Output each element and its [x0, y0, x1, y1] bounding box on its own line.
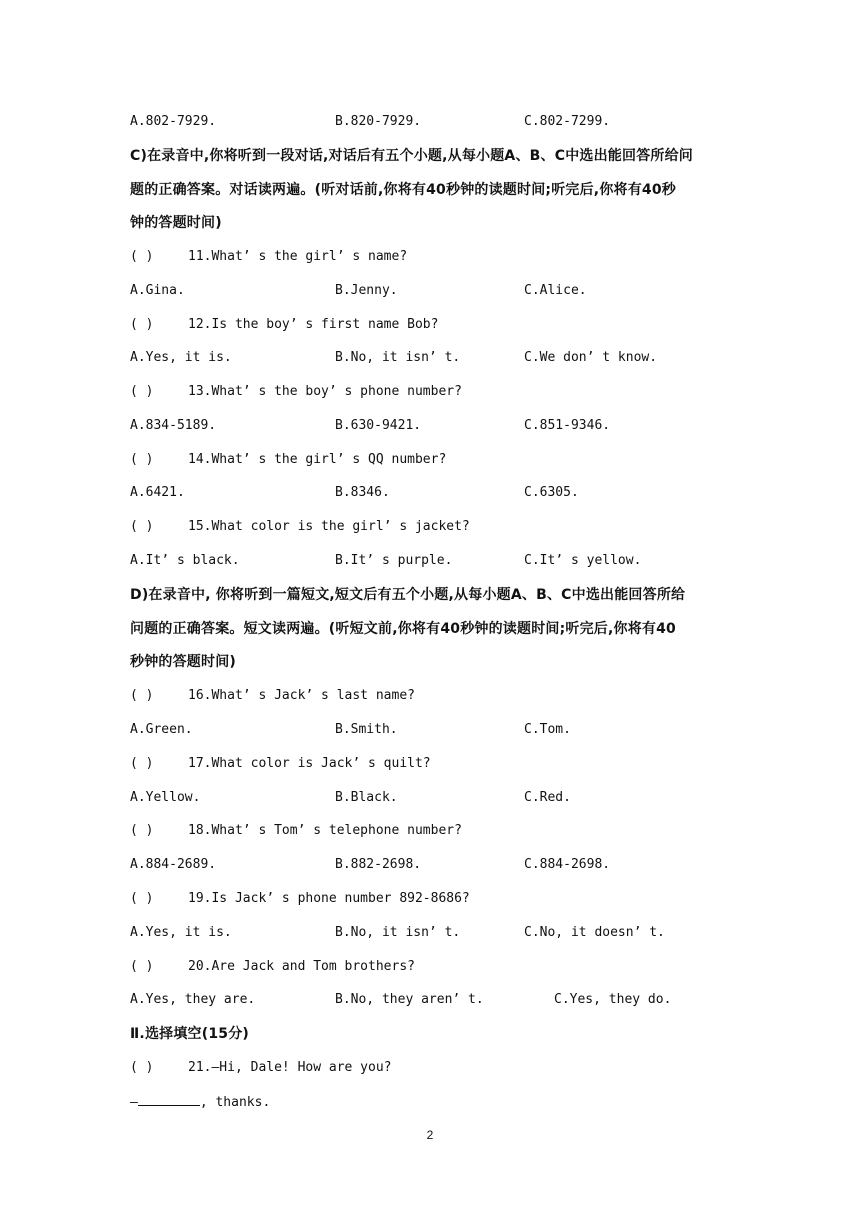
q19-option-a: A.Yes, it is. [130, 925, 232, 940]
answer-paren: ( ) [130, 688, 154, 703]
question-text: 18.What’ s Tom’ s telephone number? [188, 823, 462, 838]
answer-paren: ( ) [130, 317, 154, 332]
q19-option-c: C.No, it doesn’ t. [524, 925, 665, 940]
question-20 [130, 958, 415, 976]
section-d-instruction-line2: 问题的正确答案。短文读两遍。(听短文前,你将有40秒钟的读题时间;听完后,你将有40 [130, 621, 676, 637]
question-text: 15.What color is the girl’ s jacket? [188, 519, 470, 534]
question-21-answer-line [130, 1093, 270, 1112]
q14-option-a: A.6421. [130, 485, 185, 500]
question-11 [130, 248, 407, 266]
page-number: 2 [426, 1128, 434, 1142]
fill-in-blank [138, 1093, 200, 1106]
question-text: 20.Are Jack and Tom brothers? [188, 959, 415, 974]
q10-option-a: A.802-7929. [130, 114, 217, 129]
dash: — [130, 1095, 138, 1110]
section-c-instruction-line1: C)在录音中,你将听到一段对话,对话后有五个小题,从每小题A、B、C中选出能回答所给问 [130, 148, 694, 164]
q18-option-c: C.884-2698. [524, 857, 611, 872]
section-d-instruction-line3: 秒钟的答题时间) [130, 654, 236, 670]
q17-option-a: A.Yellow. [130, 790, 201, 805]
q13-option-a: A.834-5189. [130, 418, 217, 433]
q14-option-b: B.8346. [335, 485, 390, 500]
answer-suffix: , thanks. [199, 1095, 271, 1110]
q17-option-c: C.Red. [524, 790, 571, 805]
q16-option-c: C.Tom. [524, 722, 571, 737]
section-c-instruction-line3: 钟的答题时间) [130, 215, 222, 231]
q11-option-c: C.Alice. [524, 283, 587, 298]
q12-option-a: A.Yes, it is. [130, 350, 232, 365]
question-text: 21.—Hi, Dale! How are you? [188, 1060, 392, 1075]
question-21 [130, 1059, 392, 1077]
section-2-title: Ⅱ.选择填空(15分) [130, 1026, 250, 1042]
q10-option-b: B.820-7929. [335, 114, 422, 129]
q20-option-c: C.Yes, they do. [554, 992, 672, 1007]
question-text: 12.Is the boy’ s first name Bob? [188, 317, 439, 332]
question-19 [130, 890, 470, 908]
q12-option-c: C.We don’ t know. [524, 350, 658, 365]
question-12 [130, 316, 438, 334]
question-18 [130, 822, 462, 840]
q15-option-a: A.It’ s black. [130, 553, 240, 568]
question-16 [130, 687, 415, 705]
q11-option-b: B.Jenny. [335, 283, 398, 298]
answer-paren: ( ) [130, 384, 154, 399]
question-text: 11.What’ s the girl’ s name? [188, 249, 408, 264]
answer-paren: ( ) [130, 756, 154, 771]
question-text: 13.What’ s the boy’ s phone number? [188, 384, 462, 399]
q12-option-b: B.No, it isn’ t. [335, 350, 461, 365]
section-c-instruction-line2: 题的正确答案。对话读两遍。(听对话前,你将有40秒钟的读题时间;听完后,你将有40秒 [130, 182, 676, 198]
answer-paren: ( ) [130, 959, 154, 974]
q16-option-b: B.Smith. [335, 722, 398, 737]
q13-option-b: B.630-9421. [335, 418, 422, 433]
q18-option-b: B.882-2698. [335, 857, 422, 872]
answer-paren: ( ) [130, 249, 154, 264]
q14-option-c: C.6305. [524, 485, 579, 500]
q10-option-c: C.802-7299. [524, 114, 611, 129]
answer-paren: ( ) [130, 1060, 154, 1075]
answer-paren: ( ) [130, 452, 154, 467]
section-d-instruction-line1: D)在录音中, 你将听到一篇短文,短文后有五个小题,从每小题A、B、C中选出能回答所给 [130, 587, 686, 603]
q16-option-a: A.Green. [130, 722, 193, 737]
question-17 [130, 755, 431, 773]
question-14 [130, 451, 446, 469]
q20-option-a: A.Yes, they are. [130, 992, 256, 1007]
answer-paren: ( ) [130, 891, 154, 906]
q20-option-b: B.No, they aren’ t. [335, 992, 484, 1007]
q15-option-c: C.It’ s yellow. [524, 553, 642, 568]
q13-option-c: C.851-9346. [524, 418, 611, 433]
q19-option-b: B.No, it isn’ t. [335, 925, 461, 940]
question-text: 14.What’ s the girl’ s QQ number? [188, 452, 447, 467]
question-text: 19.Is Jack’ s phone number 892-8686? [188, 891, 470, 906]
question-13 [130, 383, 462, 401]
q18-option-a: A.884-2689. [130, 857, 217, 872]
question-15 [130, 518, 470, 536]
question-text: 17.What color is Jack’ s quilt? [188, 756, 431, 771]
q11-option-a: A.Gina. [130, 283, 185, 298]
q17-option-b: B.Black. [335, 790, 398, 805]
answer-paren: ( ) [130, 519, 154, 534]
q15-option-b: B.It’ s purple. [335, 553, 453, 568]
answer-paren: ( ) [130, 823, 154, 838]
question-text: 16.What’ s Jack’ s last name? [188, 688, 415, 703]
